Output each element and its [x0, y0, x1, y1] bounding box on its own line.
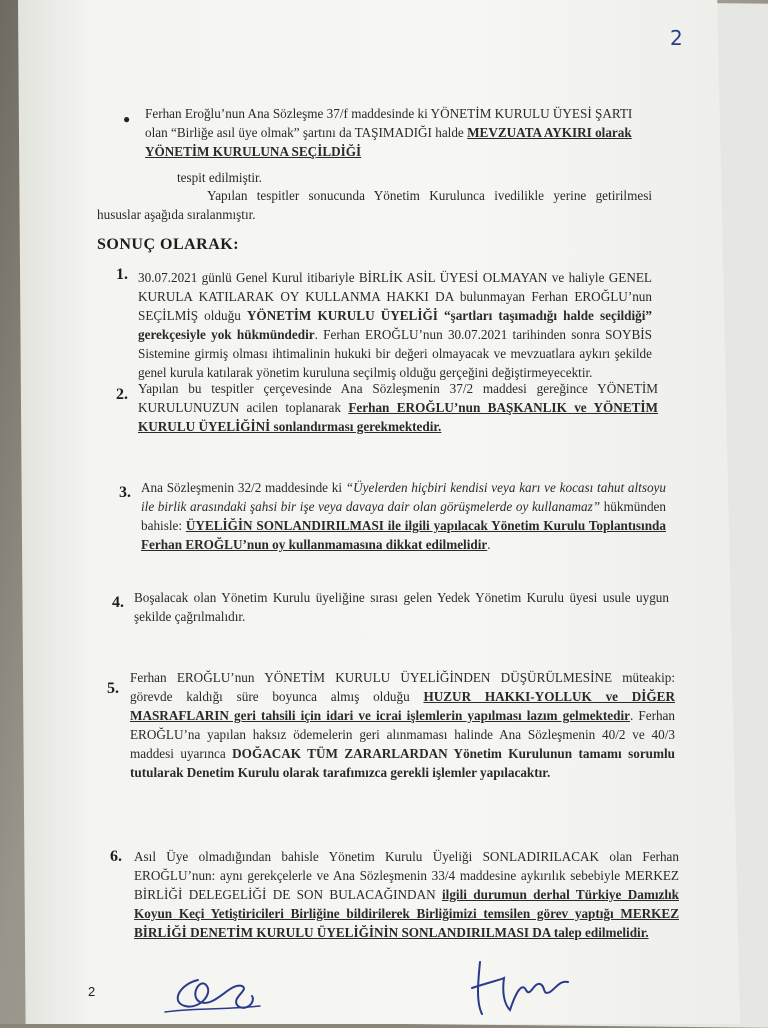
item-2-text: Yapılan bu tespitler çerçevesinde Ana Sözleşmenin 37/2 maddesi gereğince YÖNETİM KURULUNUZUN acilen toplanarak [138, 381, 658, 415]
footer-page-number: 2 [88, 984, 96, 999]
item-1-text-b: . Ferhan EROĞLU’nun 30.07.2021 tarihinden sonra SOYBİS Sistemine girmiş olması ihtimalinin hukuki bir değeri olmayacak ve mevzuatlara aykırı şekilde genel kurula katılarak yönetim kuruluna seçilmiş olduğu gerçeğini değiştirmeyecektir. [138, 327, 652, 380]
item-6-text: Asıl Üye olmadığından bahisle Yönetim Kurulu Üyeliği SONLADIRILACAK olan Ferhan EROĞLU’nun: aynı gerekçelerle ve Ana Sözleşmenin 33/4 maddesine aykırılık sebebiyle MERKEZ BİRLİĞİ DELEGELİĞİ DE SON BULACAĞINDAN [134, 849, 679, 902]
item-1-paragraph [138, 268, 652, 382]
item-number-4: 4. [112, 594, 124, 611]
item-3-text-c: . [487, 537, 491, 552]
item-5-bold-a: HUZUR HAKKI-YOLLUK ve DİĞER MASRAFLARIN geri tahsili için idari ve icrai işlemlerin yapılması lazım gelmektedir [130, 689, 676, 723]
item-5-text-b: . Ferhan EROĞLU’na yapılan haksız ödemelerin geri alınmaması halinde Ana Sözleşmenin 40/2 ve 40/3 maddesi uyarınca [130, 708, 675, 761]
intro-text: Yapılan tespitler sonucunda Yönetim Kurulunca ivedilikle yerine getirilmesi hususlar aşağıda sıralanmıştır. [97, 188, 652, 222]
item-number-1: 1. [116, 266, 128, 283]
item-number-6: 6. [110, 848, 122, 865]
signature-right-icon [460, 952, 580, 1022]
item-5-bold-b: DOĞACAK TÜM ZARARLARDAN Yönetim Kurulunun tamamı sorumlu tutularak Denetim Kurulu olarak tarafımızca gerekli işlemler yapılacaktır. [130, 746, 675, 780]
item-6-bold: ilgili durumun derhal Türkiye Damızlık Koyun Keçi Yetiştiricileri Birliğine bildirilerek Birliğimizi temsilen görev yaptığı MERKEZ BİRLİĞİ DENETİM KURULU ÜYELİĞİNİN SONLANDIRILMASI DA talep edilmelidir. [134, 887, 679, 940]
item-5-text-a: Ferhan EROĞLU’nun YÖNETİM KURULU ÜYELİĞİNDEN DÜŞÜRÜLMESİNE müteakip: görevde kaldığı süre boyunca almış olduğu [130, 670, 675, 704]
bullet-icon: ● [123, 112, 131, 126]
intro-paragraph [97, 186, 652, 224]
item-3-bold: ÜYELİĞİN SONLANDIRILMASI ile ilgili yapılacak Yönetim Kurulu Toplantısında Ferhan EROĞLU’nun oy kullanmamasına dikkat edilmelidir [141, 518, 666, 552]
item-3-quote: “Üyelerden hiçbiri kendisi veya karı ve kocası tahut altsoyu ile birlik arasındaki şahsi bir işe veya davaya dair olan görüşmelerde oy kullanamaz” [141, 480, 667, 514]
item-2-bold: Ferhan EROĞLU’nun BAŞKANLIK ve YÖNETİM KURULU ÜYELİĞİNİ sonlandırması gerekmektedir. [138, 400, 659, 434]
signature-left-icon [160, 962, 270, 1022]
section-heading: SONUÇ OLARAK: [97, 236, 240, 253]
item-6-paragraph [134, 847, 679, 942]
item-1-text-a: 30.07.2021 günlü Genel Kurul itibariyle BİRLİK ASİL ÜYESİ OLMAYAN ve haliyle GENEL KURULA KATILARAK OY KULLANMA HAKKI DA bulunmayan Ferhan EROĞLU’nun SEÇİLMİŞ olduğu [138, 270, 652, 323]
item-1-bold: YÖNETİM KURULU ÜYELİĞİ “şartları taşımadığı halde seçildiği” gerekçesiyle yok hükmündedir [138, 308, 652, 342]
item-3-paragraph [141, 478, 666, 554]
item-5-paragraph [130, 668, 675, 782]
bullet-bold-text: MEVZUATA AYKIRI olarak YÖNETİM KURULUNA SEÇİLDİĞİ [145, 125, 632, 159]
item-3-text-a: Ana Sözleşmenin 32/2 maddesinde ki [141, 480, 346, 495]
bullet-text: Ferhan Eroğlu’nun Ana Sözleşme 37/f maddesinde ki YÖNETİM KURULU ÜYESİ ŞARTI olan “Birliğe asıl üye olmak” şartını da TAŞIMADIĞI halde [145, 106, 633, 140]
item-number-5: 5. [107, 680, 119, 697]
handwritten-page-number: 2 [670, 26, 683, 50]
item-2-paragraph [138, 379, 658, 436]
item-number-2: 2. [116, 386, 128, 403]
item-3-text-b: hükmünden bahisle: [141, 499, 666, 533]
item-number-3: 3. [119, 484, 131, 501]
tespit-line: tespit edilmiştir. [177, 170, 262, 185]
item-4-paragraph [134, 588, 669, 626]
item-4-text: Boşalacak olan Yönetim Kurulu üyeliğine sırası gelen Yedek Yönetim Kurulu üyesi usule uygun şekilde çağrılmalıdır. [134, 590, 669, 624]
bullet-paragraph [145, 104, 650, 161]
